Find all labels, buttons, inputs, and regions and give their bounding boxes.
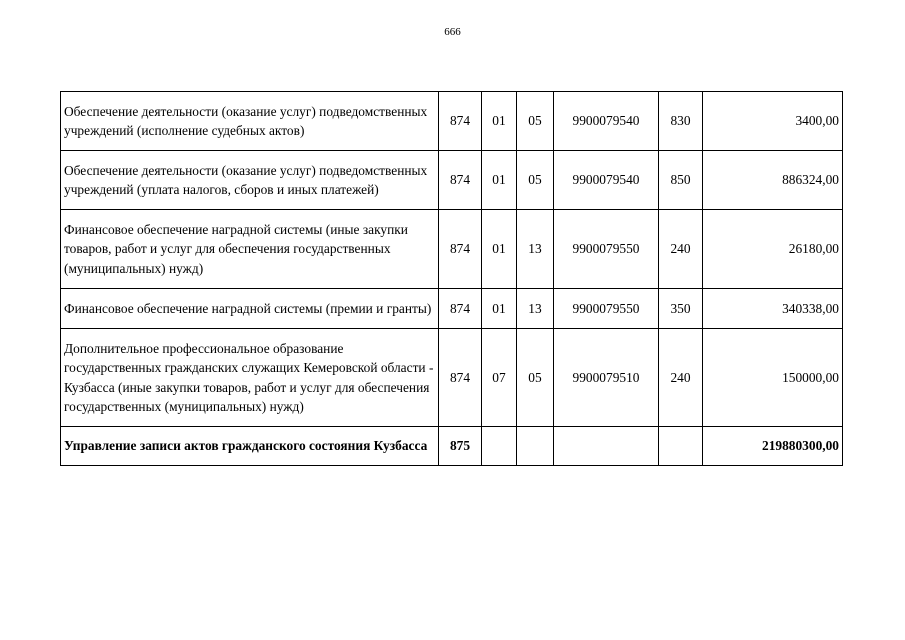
section-code-cell: 01 <box>482 151 517 210</box>
expense-type-cell: 830 <box>659 92 703 151</box>
section-code-cell: 01 <box>482 289 517 329</box>
budget-table <box>60 91 843 466</box>
expense-type-cell <box>659 427 703 466</box>
amount-cell: 26180,00 <box>703 210 843 289</box>
target-article-cell: 9900079550 <box>554 210 659 289</box>
row-name-cell: Дополнительное профессиональное образование государственных гражданских служащих Кемеровской области - Кузбасса (иные закупки товаров, работ и услуг для обеспечения государственных (муниципальных) нужд) <box>61 329 439 427</box>
row-name-cell: Обеспечение деятельности (оказание услуг) подведомственных учреждений (уплата налогов, сборов и иных платежей) <box>61 151 439 210</box>
subsection-code-cell <box>517 427 554 466</box>
table-row <box>61 210 843 289</box>
subsection-code-cell: 13 <box>517 210 554 289</box>
expense-type-cell: 240 <box>659 210 703 289</box>
section-code-cell: 07 <box>482 329 517 427</box>
expense-type-cell: 240 <box>659 329 703 427</box>
section-code-cell <box>482 427 517 466</box>
ministry-code-cell: 875 <box>439 427 482 466</box>
ministry-code-cell: 874 <box>439 92 482 151</box>
page-number: 666 <box>444 26 461 38</box>
row-name-cell: Финансовое обеспечение наградной системы (иные закупки товаров, работ и услуг для обеспечения государственных (муниципальных) нужд) <box>61 210 439 289</box>
target-article-cell: 9900079540 <box>554 92 659 151</box>
table-row <box>61 151 843 210</box>
row-name-cell: Обеспечение деятельности (оказание услуг) подведомственных учреждений (исполнение судебных актов) <box>61 92 439 151</box>
ministry-code-cell: 874 <box>439 289 482 329</box>
table-row-department-total <box>61 427 843 466</box>
target-article-cell: 9900079510 <box>554 329 659 427</box>
ministry-code-cell: 874 <box>439 329 482 427</box>
row-name-cell: Финансовое обеспечение наградной системы (премии и гранты) <box>61 289 439 329</box>
table-row <box>61 92 843 151</box>
target-article-cell: 9900079550 <box>554 289 659 329</box>
amount-cell: 340338,00 <box>703 289 843 329</box>
row-name-cell: Управление записи актов гражданского состояния Кузбасса <box>61 427 439 466</box>
table-row <box>61 289 843 329</box>
expense-type-cell: 350 <box>659 289 703 329</box>
section-code-cell: 01 <box>482 210 517 289</box>
expense-type-cell: 850 <box>659 151 703 210</box>
amount-cell: 886324,00 <box>703 151 843 210</box>
amount-cell: 150000,00 <box>703 329 843 427</box>
section-code-cell: 01 <box>482 92 517 151</box>
target-article-cell <box>554 427 659 466</box>
amount-cell: 3400,00 <box>703 92 843 151</box>
amount-cell: 219880300,00 <box>703 427 843 466</box>
ministry-code-cell: 874 <box>439 210 482 289</box>
target-article-cell: 9900079540 <box>554 151 659 210</box>
subsection-code-cell: 05 <box>517 329 554 427</box>
subsection-code-cell: 13 <box>517 289 554 329</box>
table-row <box>61 329 843 427</box>
ministry-code-cell: 874 <box>439 151 482 210</box>
subsection-code-cell: 05 <box>517 92 554 151</box>
subsection-code-cell: 05 <box>517 151 554 210</box>
